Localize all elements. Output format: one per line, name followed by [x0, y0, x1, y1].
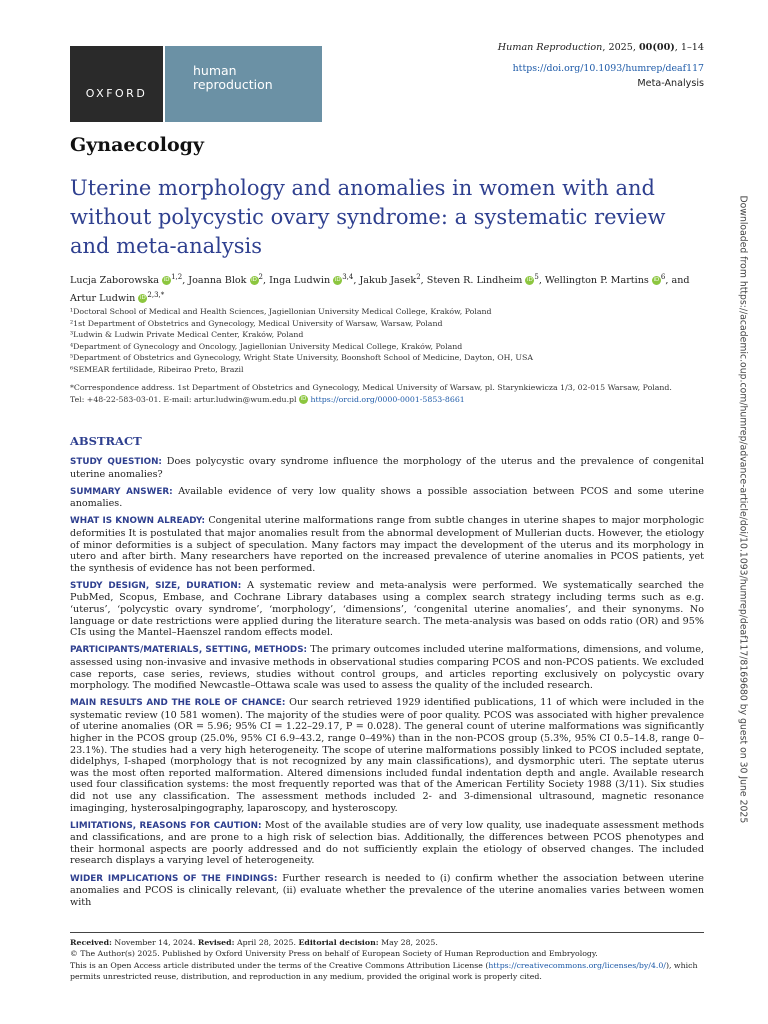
copyright-line: © The Author(s) 2025. Published by Oxford University Press on behalf of European Society of Human Reproduction and Embryology.: [70, 949, 598, 959]
orcid-link[interactable]: https://orcid.org/0000-0001-5853-8661: [310, 394, 465, 404]
journal-name: Human Reproduction: [497, 42, 603, 53]
author-list: [70, 270, 700, 306]
abstract-label: STUDY QUESTION:: [70, 457, 162, 467]
journal-logo-line2: reproduction: [193, 77, 273, 92]
journal-logo-text: [193, 64, 273, 92]
download-sidebar: [733, 195, 749, 824]
license-text: This is an Open Access article distributed under the terms of the Creative Commons Attribution License (: [70, 960, 489, 970]
abstract-body: [70, 456, 704, 914]
journal-logo-line1: human: [193, 63, 237, 78]
affiliation: ²1st Department of Obstetrics and Gynecology, Medical University of Warsaw, Warsaw, Poland: [70, 318, 443, 328]
article-type: Meta-Analysis: [637, 78, 704, 89]
abstract-label: WIDER IMPLICATIONS OF THE FINDINGS:: [70, 873, 278, 884]
abstract-text: The primary outcomes included uterine malformations, dimensions, and volume, assessed using non-invasive and invasive methods in observational studies comparing PCOS and non-PCOS patients. We excluded case reports, case series, reviews, studies without control groups, and articles reporting exclusively on polycystic ovary morphology. The modified Newcastle–Ottawa scale was used to assess the quality of the included research.: [70, 644, 704, 692]
abstract-limitations: [70, 820, 704, 867]
received-date: November 14, 2024.: [111, 938, 198, 947]
article-title: Uterine morphology and anomalies in women with and without polycystic ovary syndrome: a systematic review and meta-analysis: [70, 176, 666, 258]
author-name: , Steven R. Lindheim: [420, 275, 523, 287]
section-heading: Gynaecology: [70, 134, 204, 156]
orcid-icon[interactable]: iD: [140, 295, 146, 302]
abstract-label: SUMMARY ANSWER:: [70, 486, 173, 497]
abstract-text: Further research is needed to (i) confirm whether the association between uterine anomalies and PCOS is clinically relevant, (ii) evaluate whether the prevalence of the uterine anomalies varies between women with: [70, 872, 704, 908]
author-name: , Jakub Jasek: [353, 275, 417, 287]
footer-divider: [70, 932, 704, 933]
author-name: , Inga Ludwin: [263, 275, 331, 287]
author-affil-sup: 2: [416, 273, 421, 281]
correspondence-contact: [70, 394, 700, 406]
orcid-icon[interactable]: iD: [163, 277, 170, 284]
affiliation: ⁴Department of Gynecology and Oncology, Jagiellonian University Medical College, Kraków, Poland: [70, 341, 463, 351]
abstract-label: LIMITATIONS, REASONS FOR CAUTION:: [70, 820, 262, 831]
author-affil-sup: 6: [660, 273, 666, 281]
abstract-label: MAIN RESULTS AND THE ROLE OF CHANCE:: [70, 698, 286, 709]
abstract-text: Congenital uterine malformations range from subtle changes in uterine shapes to major morphologic deformities It is postulated that major anomalies result from the abnormal development of Mullerian ducts. However, the etiology of minor deformities is a subject of speculation. Many factors may impact the development of the uterus and its morphology in utero and after birth. Many researchers have reported on the increased prevalence of uterine anomalies in PCOS patients, yet the synthesis of evidence has not been performed.: [70, 515, 704, 574]
journal-logo: [165, 46, 322, 122]
abstract-text: Our search retrieved 1929 identified publications, 11 of which were included in the systematic review (10 581 women). The majority of the studies were of poor quality. PCOS was associated with higher prevalence of uterine anomalies (OR = 5.96; 95% CI = 1.22–29.17, P = 0.028). The general count of uterine malformations was significantly higher in the PCOS group (25.0%, 95% CI 6.9–43.2, range 0–49%) than in the non-PCOS group (5.3%, 95% CI 0.5–14.8, range 0–23.1%). The studies had a very high heterogeneity. The scope of uterine malformations possibly linked to PCOS included septate, didelphys, I-shaped (morphology that is not recognized by any main classifications), and dysmorphic uteri. The septate uterus was the most often reported malformation. Altered dimensions included fundal indentation depth and angle. Available research used four classification systems: the most frequently reported was that of the American Fertility Society 1988 (3/11). Six studies did not use any classification. The assessment methods included 2- and 3-dimensional ultrasound, magnetic resonance imaginging, hysterosalpingography, laparoscopy, and hysteroscopy.: [70, 697, 704, 814]
affiliation: ³Ludwin & Ludwin Private Medical Center, Kraków, Poland: [70, 330, 304, 339]
abstract-text: Available evidence of very low quality shows a possible association between PCOS and some uterine anomalies.: [70, 485, 704, 510]
abstract-heading: ABSTRACT: [70, 434, 142, 448]
abstract-wider-implications: [70, 873, 704, 909]
received-label: Received:: [70, 938, 112, 947]
author-affil-sup: 3,4: [342, 273, 354, 281]
orcid-icon[interactable]: iD: [653, 277, 660, 284]
doi-link[interactable]: https://doi.org/10.1093/humrep/deaf117: [512, 63, 704, 74]
download-notice: Downloaded from https://academic.oup.com/humrep/advance-article/doi/10.1093/humrep/deaf117/8169680 by guest on 30 June 2025: [737, 195, 749, 824]
abstract-main-results: [70, 697, 704, 814]
contact-text: Tel: +48-22-583-03-01. E-mail: artur.ludwin@wum.edu.pl: [70, 394, 297, 404]
oxford-logo-text: OXFORD: [85, 87, 148, 100]
affiliation: ¹Doctoral School of Medical and Health Sciences, Jagiellonian University Medical College, Kraków, Poland: [70, 307, 492, 316]
correspondence-address: *Correspondence address. 1st Department of Obstetrics and Gynecology, Medical University of Warsaw, pl. Starynkiewicza 1/3, 02-015 Warsaw, Poland.: [70, 383, 672, 392]
affiliation-list: [70, 306, 700, 375]
author-name: Lucja Zaborowska: [70, 275, 159, 287]
license-line: [70, 960, 704, 983]
affiliation: ⁵Department of Obstetrics and Gynecology, Wright State University, Boonshoft School of Medicine, Dayton, OH, USA: [70, 353, 533, 362]
author-affil-sup: 2: [258, 273, 264, 281]
dates-line: [70, 937, 704, 948]
abstract-label: STUDY DESIGN, SIZE, DURATION:: [70, 580, 242, 591]
orcid-icon[interactable]: iD: [300, 396, 307, 402]
author-name: , and Artur Ludwin: [70, 275, 690, 305]
footer-notes: [70, 937, 704, 983]
affiliation: ⁶SEMEAR fertilidade, Ribeirao Preto, Brazil: [70, 364, 244, 374]
abstract-study-design: [70, 580, 704, 639]
abstract-label: PARTICIPANTS/MATERIALS, SETTING, METHODS:: [70, 645, 308, 656]
journal-citation: [498, 42, 704, 53]
journal-issue: 00(00): [639, 42, 675, 53]
abstract-text: Does polycystic ovary syndrome influence the morphology of the uterus and the prevalence of congenital uterine anomalies?: [70, 456, 704, 480]
abstract-label: WHAT IS KNOWN ALREADY:: [70, 516, 206, 527]
revised-date: April 28, 2025.: [234, 938, 299, 947]
oxford-logo: [70, 46, 163, 122]
decision-label: Editorial decision:: [298, 938, 379, 947]
abstract-text: Most of the available studies are of very low quality, use inadequate assessment methods and classifications, and are prone to a high risk of selection bias. Additionally, the differences between PCOS phenotypes and their hormonal aspects are poorly addressed and do not sufficiently explain the etiology of observed changes. The included research displays a varying level of heterogeneity.: [70, 819, 704, 867]
orcid-icon[interactable]: iD: [251, 277, 257, 284]
orcid-icon[interactable]: iD: [334, 277, 341, 284]
orcid-icon[interactable]: iD: [526, 277, 533, 284]
license-link[interactable]: https://creativecommons.org/licenses/by/4.0/: [488, 960, 666, 970]
author-affil-sup: 2,3,*: [147, 291, 165, 300]
author-name: , Joanna Blok: [182, 275, 247, 287]
correspondence: [70, 382, 700, 405]
abstract-text: A systematic review and meta-analysis were performed. We systematically searched the PubMed, Scopus, Embase, and Cochrane Library databases using a complex search strategy including terms such as e.g. ‘uterus’, ‘polycystic ovary syndrome’, ‘morphology’, ‘dimensions’, ‘congenital uterine anomalies’, and their synonyms. No language or date restrictions were applied during the literature search. The meta-analysis was based on odds ratio (OR) and 95% CIs using the Mantel–Haenszel random effects model.: [70, 579, 704, 639]
abstract-summary-answer: [70, 486, 704, 510]
author-affil-sup: 5: [534, 273, 539, 281]
abstract-known-already: [70, 515, 704, 574]
abstract-participants: [70, 644, 704, 691]
abstract-study-question: [70, 456, 704, 480]
revised-label: Revised:: [197, 938, 235, 947]
author-name: , Wellington P. Martins: [538, 275, 649, 287]
journal-year: , 2025,: [602, 42, 639, 53]
decision-date: May 28, 2025.: [378, 938, 438, 947]
author-affil-sup: 1,2: [171, 273, 183, 281]
license-text: ), which permits unrestricted reuse, distribution, and reproduction in any medium, provided the original work is properly cited.: [70, 960, 698, 982]
journal-pages: , 1–14: [674, 42, 704, 53]
